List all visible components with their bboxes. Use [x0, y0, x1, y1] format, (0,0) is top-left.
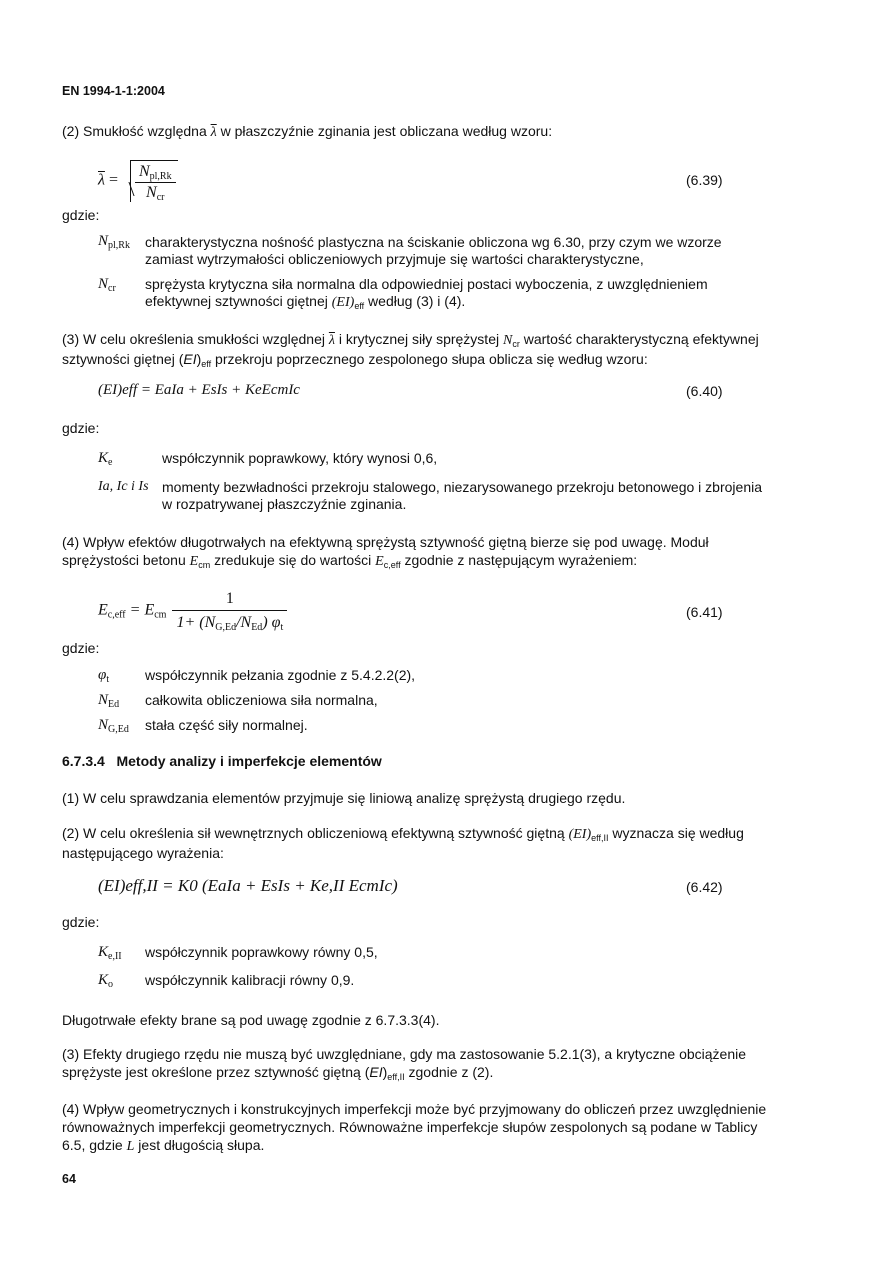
sym-main: K	[98, 972, 109, 988]
paragraph-long-term-effects	[62, 533, 768, 571]
eq-den: 1+ (N	[176, 614, 216, 631]
symbol-ncr	[98, 276, 116, 293]
where-label: gdzie:	[62, 914, 100, 930]
definition-ke: współczynnik poprawkowy, który wynosi 0,6,	[162, 450, 438, 466]
text-span: wyznacza się według następującego wyrażenia:	[62, 825, 744, 861]
ei-symbol: (EI)	[568, 827, 592, 842]
sym-sub: pl,Rk	[108, 240, 130, 251]
e-sub: c,eff	[383, 560, 401, 570]
sym-main: N	[98, 276, 109, 292]
eq-sign: =	[104, 171, 122, 189]
symbol-ia-ic-is: Ia, Ic i Is	[98, 479, 149, 494]
paragraph-imperfections	[62, 1100, 768, 1156]
text-span: )	[382, 1064, 388, 1080]
eq-den-sub: Ed	[251, 622, 263, 633]
eq-num: 1	[172, 590, 287, 611]
sym-sub: e	[108, 457, 113, 468]
text-span: w płaszczyźnie zginania jest obliczana według wzoru:	[216, 123, 553, 139]
eq-den-end: ) φ	[262, 614, 281, 631]
definition-npl-rk: charakterystyczna nośność plastyczna na ściskanie obliczona wg 6.30, przy czym we wzorze zamiast wytrzymałości obliczeniowych przyjmuje się wartości charakterystyczne,	[145, 234, 722, 267]
ei-sub: eff,II	[591, 833, 609, 843]
paragraph-relative-slenderness	[62, 122, 768, 142]
equation-6-41	[98, 590, 287, 632]
text-span: i krytycznej siły sprężystej	[334, 331, 503, 347]
eq-lhs: E	[98, 601, 108, 619]
eq-lhs: $\overline{\lambda}$	[98, 171, 105, 189]
sym-main: N	[98, 717, 109, 733]
eq-num-sub: pl,Rk	[149, 171, 172, 182]
text-span: (3) W celu określenia smukłości względnej	[62, 331, 329, 347]
n-symbol: N	[503, 333, 513, 348]
equation-6-40: (EI)eff = EaIa + EsIs + KeEcmIc	[98, 382, 300, 398]
lambda-symbol: $\overline{\lambda}$	[328, 333, 335, 348]
sym-main: N	[98, 233, 109, 249]
symbol-nged	[98, 717, 129, 734]
l-symbol: L	[126, 1139, 135, 1154]
ei-sub: eff,II	[387, 1072, 405, 1082]
ei-sub: eff	[354, 301, 365, 311]
section-heading: 6.7.3.4 Metody analizy i imperfekcje elementów	[62, 753, 382, 769]
sym-sub: e,II	[108, 951, 122, 962]
text-span: zgodnie z następującym wyrażeniem:	[400, 552, 638, 568]
definition-ko: współczynnik kalibracji równy 0,9.	[145, 972, 355, 988]
e-symbol: E	[375, 554, 384, 569]
text-span: przekroju poprzecznego zespolonego słupa oblicza się według wzoru:	[211, 351, 648, 367]
page-number: 64	[62, 1172, 76, 1186]
eq-mid: = E	[125, 601, 155, 619]
text-span: jest długością słupa.	[134, 1137, 265, 1153]
text-span: zgodnie z (2).	[404, 1064, 494, 1080]
eq-den: N	[146, 184, 157, 201]
symbol-ke	[98, 450, 112, 467]
definition-moments: momenty bezwładności przekroju stalowego, niezarysowanego przekroju betonowego i zbrojenia w rozpatrywanej płaszczyźnie zginania.	[162, 479, 762, 512]
sym-sub: Ed	[108, 699, 120, 710]
text-span: (2) W celu określenia sił wewnętrznych obliczeniową efektywną sztywność giętną	[62, 825, 569, 841]
eq-den-sub: G,Ed	[215, 622, 237, 633]
definition-ke-ii: współczynnik poprawkowy równy 0,5,	[145, 944, 378, 960]
symbol-npl-rk	[98, 233, 130, 250]
where-label: gdzie:	[62, 640, 100, 656]
symbol-phi-t	[98, 667, 109, 684]
equation-number: (6.41)	[686, 604, 723, 620]
equation-number: (6.40)	[686, 383, 723, 399]
text-span: (3) Efekty drugiego rzędu nie muszą być uwzględniane, gdy ma zastosowanie 5.2.1(3), a krytyczne obciążenie sprężyste jest określone przez sztywność giętną (	[62, 1046, 747, 1080]
paragraph-long-term: Długotrwałe efekty brane są pod uwagę zgodnie z 6.7.3.3(4).	[62, 1012, 440, 1028]
text-span: wartość charakterystyczną efektywnej sztywności giętnej (	[62, 331, 759, 367]
e-sub: cm	[198, 560, 211, 570]
symbol-ned	[98, 692, 119, 709]
sqrt-symbol	[130, 160, 178, 202]
eq-mid-sub: cm	[154, 609, 167, 621]
where-label: gdzie:	[62, 207, 100, 223]
text-span: (4) Wpływ geometrycznych i konstrukcyjnych imperfekcji może być przyjmowany do obliczeń przez uwzględnienie równoważnych imperfekcji geometrycznych. Równoważne imperfekcje słupów zespolonych są podane w Tablicy 6.5, gdzie	[62, 1101, 767, 1153]
fraction	[172, 590, 287, 632]
paragraph-effective-stiffness	[62, 330, 768, 368]
lambda-symbol: $\overline{\lambda}$	[210, 125, 217, 140]
eq-den-mid: /N	[236, 614, 252, 631]
sym-sub: t	[106, 674, 110, 685]
sym-sub: cr	[108, 283, 116, 294]
paragraph-linear-analysis: (1) W celu sprawdzania elementów przyjmuje się liniową analizę sprężystą drugiego rzędu.	[62, 790, 626, 806]
ei-sub: eff	[201, 359, 212, 369]
equation-6-42: (EI)eff,II = K0 (EaIa + EsIs + Ke,II EcmIc)	[98, 876, 398, 895]
text-span: według (3) i (4).	[364, 293, 466, 309]
sym-sub: G,Ed	[108, 724, 129, 735]
paragraph-second-order	[62, 1045, 768, 1081]
eq-den-sub: cr	[156, 192, 165, 203]
ei-symbol: EI	[369, 1064, 383, 1080]
definition-ned: całkowita obliczeniowa siła normalna,	[145, 692, 378, 708]
text-span: (2) Smukłość względna	[62, 123, 211, 139]
sym-main: K	[98, 944, 109, 960]
page-header: EN 1994-1-1:2004	[62, 84, 165, 98]
sym-main: N	[98, 692, 109, 708]
text-span: (4) Wpływ efektów długotrwałych na efektywną sprężystą sztywność giętną bierze się pod uwagę. Moduł sprężystości betonu	[62, 534, 709, 568]
definition-nged: stała część siły normalnej.	[145, 717, 308, 733]
sym-main: φ	[98, 667, 107, 683]
paragraph-internal-forces	[62, 824, 768, 862]
where-label: gdzie:	[62, 420, 100, 436]
symbol-ke-ii	[98, 944, 122, 961]
n-sub: cr	[512, 339, 520, 349]
definition-ncr	[145, 276, 765, 311]
sym-sub: o	[108, 979, 114, 990]
sym-main: K	[98, 450, 109, 466]
e-symbol: E	[189, 554, 199, 569]
eq-num: N	[138, 163, 150, 180]
ei-symbol: EI	[183, 351, 197, 367]
symbol-ko	[98, 972, 113, 989]
ei-symbol: (EI)	[331, 295, 355, 310]
text-span: sprężysta krytyczna siła normalna dla odpowiedniej postaci wyboczenia, z uwzględnieniem efektywnej sztywności giętnej	[145, 276, 708, 309]
eq-den-sub: t	[280, 622, 284, 633]
text-span: zredukuje się do wartości	[210, 552, 376, 568]
definition-phi-t: współczynnik pełzania zgodnie z 5.4.2.2(2),	[145, 667, 416, 683]
equation-6-39	[98, 160, 178, 202]
equation-number: (6.39)	[686, 172, 723, 188]
text-span: )	[196, 351, 202, 367]
eq-lhs-sub: c,eff	[107, 609, 126, 621]
equation-number: (6.42)	[686, 879, 723, 895]
